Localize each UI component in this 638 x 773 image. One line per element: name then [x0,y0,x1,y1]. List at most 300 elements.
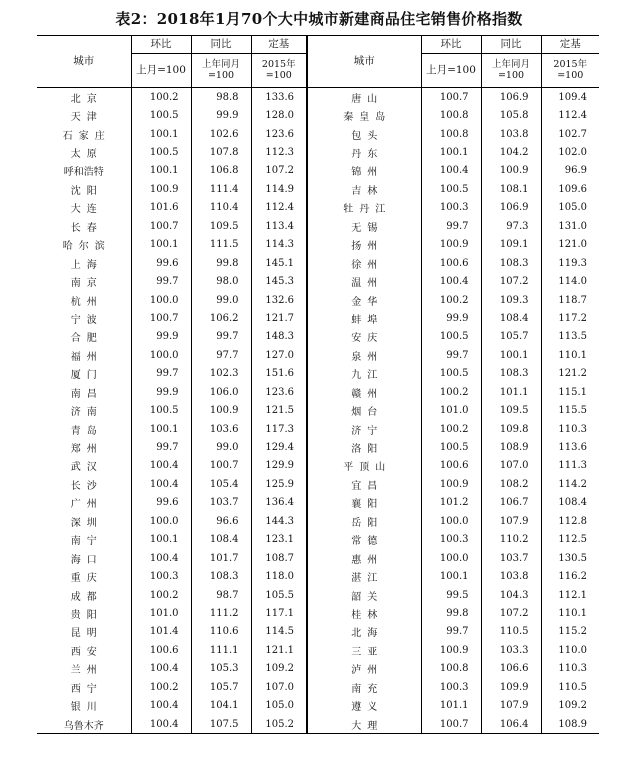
city-cell: 宜昌 [307,475,421,493]
mom-cell: 99.5 [421,586,481,604]
mom-header-left: 环比 [131,36,191,54]
table-row [37,272,599,290]
city-cell: 赣州 [307,383,421,401]
city-cell: 西安 [70,646,103,658]
mom-cell: 100.4 [131,715,191,734]
city-cell: 合肥 [70,333,103,345]
city-cell: 牡丹江 [307,199,421,217]
table-row [37,457,599,475]
base-cell: 117.1 [251,604,307,622]
city-cell: 唐山 [307,88,421,107]
mom-cell: 99.9 [131,383,191,401]
table-row [37,438,599,456]
city-cell: 襄阳 [307,494,421,512]
base-cell: 114.2 [541,475,599,493]
mom-cell: 100.4 [421,272,481,290]
mom-cell: 100.4 [131,549,191,567]
city-cell: 温州 [307,272,421,290]
mom-cell: 101.0 [131,604,191,622]
mom-cell: 100.1 [131,531,191,549]
city-cell: 吉林 [307,180,421,198]
yoy-cell: 104.2 [481,143,541,161]
base-cell: 96.9 [541,162,599,180]
yoy-cell: 108.3 [191,567,251,585]
city-cell: 重庆 [70,573,103,585]
city-cell: 安庆 [307,328,421,346]
mom-cell: 100.0 [421,549,481,567]
city-cell: 长春 [70,222,103,234]
yoy-header-right: 同比 [481,36,541,54]
yoy-cell: 111.4 [191,180,251,198]
mom-cell: 100.7 [421,715,481,734]
mom-cell: 100.1 [421,143,481,161]
mom-cell: 100.2 [421,383,481,401]
city-cell: 西宁 [70,683,103,695]
mom-cell: 99.6 [131,494,191,512]
mom-cell: 101.0 [421,401,481,419]
mom-cell: 100.5 [421,438,481,456]
table-row [37,494,599,512]
city-cell: 贵阳 [70,609,103,621]
price-index-table [37,35,599,734]
city-cell: 乌鲁木齐 [37,715,131,734]
base-cell: 129.4 [251,438,307,456]
base-cell: 115.2 [541,623,599,641]
mom-cell: 100.0 [131,512,191,530]
base-cell: 110.3 [541,660,599,678]
yoy-cell: 107.9 [481,696,541,714]
city-cell: 三亚 [307,641,421,659]
base-cell: 115.5 [541,401,599,419]
mom-cell: 99.7 [131,272,191,290]
base-header-right: 定基 [541,36,599,54]
table-row [37,162,599,180]
yoy-cell: 102.3 [191,365,251,383]
city-cell: 上海 [70,259,103,271]
base-cell: 133.6 [251,88,307,107]
table-row [37,531,599,549]
city-cell: 济宁 [307,420,421,438]
table-row [37,309,599,327]
yoy-cell: 101.7 [191,549,251,567]
yoy-cell: 105.7 [481,328,541,346]
city-cell: 泸州 [307,660,421,678]
yoy-cell: 104.3 [481,586,541,604]
base-cell: 151.6 [251,365,307,383]
base-cell: 114.0 [541,272,599,290]
yoy-cell: 100.9 [481,162,541,180]
yoy-cell: 99.8 [191,254,251,272]
yoy-cell: 98.0 [191,272,251,290]
city-cell: 平顶山 [307,457,421,475]
base-cell: 121.2 [541,365,599,383]
table-row [37,715,599,734]
mom-cell: 100.5 [421,180,481,198]
base-cell: 109.6 [541,180,599,198]
mom-cell: 100.2 [131,678,191,696]
base-cell: 110.3 [541,420,599,438]
mom-cell: 100.0 [131,291,191,309]
mom-cell: 101.1 [421,696,481,714]
mom-cell: 100.1 [131,125,191,143]
yoy-cell: 106.4 [481,715,541,734]
base-cell: 117.3 [251,420,307,438]
mom-cell: 100.2 [421,291,481,309]
base-cell: 105.2 [251,715,307,734]
table-header [37,36,599,88]
city-cell: 徐州 [307,254,421,272]
yoy-cell: 105.7 [191,678,251,696]
mom-cell: 100.1 [131,420,191,438]
table-row [37,512,599,530]
yoy-cell: 110.4 [191,199,251,217]
table-row [37,346,599,364]
yoy-header-left: 同比 [191,36,251,54]
yoy-cell: 108.3 [481,365,541,383]
yoy-cell: 106.9 [481,88,541,107]
base-cell: 114.3 [251,236,307,254]
table-row [37,401,599,419]
yoy-cell: 107.2 [481,272,541,290]
mom-cell: 100.5 [421,365,481,383]
mom-cell: 100.3 [421,531,481,549]
yoy-cell: 100.7 [191,457,251,475]
table-row [37,291,599,309]
yoy-cell: 99.7 [191,328,251,346]
mom-cell: 100.8 [421,106,481,124]
city-cell: 九江 [307,365,421,383]
mom-cell: 99.6 [131,254,191,272]
city-cell: 南昌 [70,388,103,400]
base-cell: 121.0 [541,236,599,254]
base-cell: 118.0 [251,567,307,585]
yoy-cell: 99.0 [191,438,251,456]
table-row [37,328,599,346]
mom-cell: 100.1 [421,567,481,585]
city-cell: 秦皇岛 [307,106,421,124]
base-cell: 105.5 [251,586,307,604]
base-cell: 112.1 [541,586,599,604]
yoy-cell: 107.5 [191,715,251,734]
yoy-cell: 106.8 [191,162,251,180]
base-cell: 102.7 [541,125,599,143]
table-body [37,88,599,734]
base-header-left: 定基 [251,36,307,54]
city-cell: 泉州 [307,346,421,364]
base-cell: 110.1 [541,604,599,622]
mom-cell: 100.7 [131,217,191,235]
mom-cell: 99.7 [131,438,191,456]
yoy-cell: 103.7 [191,494,251,512]
mom-cell: 100.1 [131,236,191,254]
yoy-cell: 106.6 [481,660,541,678]
mom-cell: 100.4 [131,660,191,678]
base-cell: 113.4 [251,217,307,235]
yoy-cell: 107.8 [191,143,251,161]
yoy-cell: 103.7 [481,549,541,567]
city-cell: 蚌埠 [307,309,421,327]
city-cell: 海口 [70,554,103,566]
yoy-cell: 109.5 [191,217,251,235]
city-cell: 南宁 [70,536,103,548]
table-row [37,660,599,678]
mom-cell: 100.2 [421,420,481,438]
yoy-cell: 107.9 [481,512,541,530]
city-cell: 北海 [307,623,421,641]
city-cell: 武汉 [70,462,103,474]
yoy-cell: 111.1 [191,641,251,659]
city-cell: 无锡 [307,217,421,235]
base-cell: 114.9 [251,180,307,198]
mom-cell: 100.7 [131,309,191,327]
table-row [37,641,599,659]
mom-cell: 100.9 [421,236,481,254]
base-cell: 105.0 [251,696,307,714]
mom-cell: 100.5 [131,106,191,124]
base-cell: 123.6 [251,125,307,143]
mom-cell: 99.9 [131,328,191,346]
base-cell: 112.5 [541,531,599,549]
city-cell: 惠州 [307,549,421,567]
base-cell: 148.3 [251,328,307,346]
city-cell: 杭州 [70,296,103,308]
base-cell: 144.3 [251,512,307,530]
yoy-cell: 104.1 [191,696,251,714]
city-cell: 长沙 [70,480,103,492]
city-cell: 常德 [307,531,421,549]
table-row [37,143,599,161]
city-header-left: 城市 [37,36,131,88]
base-cell: 145.1 [251,254,307,272]
base-subheader-left: 2015年=100 [251,54,307,88]
city-cell: 石家庄 [62,130,111,142]
yoy-cell: 100.1 [481,346,541,364]
base-cell: 127.0 [251,346,307,364]
city-cell: 金华 [307,291,421,309]
base-cell: 116.2 [541,567,599,585]
mom-cell: 99.9 [421,309,481,327]
city-cell: 丹东 [307,143,421,161]
yoy-cell: 110.6 [191,623,251,641]
mom-cell: 99.8 [421,604,481,622]
city-cell: 兰州 [70,665,103,677]
mom-cell: 100.3 [131,567,191,585]
city-cell: 福州 [70,351,103,363]
base-cell: 108.9 [541,715,599,734]
base-cell: 110.0 [541,641,599,659]
city-cell: 遵义 [307,696,421,714]
city-cell: 银川 [70,702,103,714]
base-subheader-right: 2015年=100 [541,54,599,88]
city-cell: 桂林 [307,604,421,622]
mom-cell: 100.4 [131,475,191,493]
base-cell: 145.3 [251,272,307,290]
yoy-cell: 106.7 [481,494,541,512]
city-cell: 青岛 [70,425,103,437]
yoy-cell: 96.6 [191,512,251,530]
city-cell: 包头 [307,125,421,143]
table-row [37,383,599,401]
city-cell: 宁波 [70,314,103,326]
city-cell: 洛阳 [307,438,421,456]
mom-cell: 100.0 [131,346,191,364]
yoy-cell: 106.9 [481,199,541,217]
table-row [37,604,599,622]
mom-cell: 100.9 [131,180,191,198]
base-cell: 117.2 [541,309,599,327]
base-cell: 113.6 [541,438,599,456]
mom-header-right: 环比 [421,36,481,54]
table-row [37,623,599,641]
mom-cell: 100.7 [421,88,481,107]
base-cell: 119.3 [541,254,599,272]
yoy-cell: 97.3 [481,217,541,235]
mom-cell: 100.6 [421,457,481,475]
base-cell: 111.3 [541,457,599,475]
base-cell: 108.7 [251,549,307,567]
base-cell: 105.0 [541,199,599,217]
yoy-cell: 99.0 [191,291,251,309]
yoy-cell: 108.2 [481,475,541,493]
base-cell: 131.0 [541,217,599,235]
yoy-cell: 108.4 [191,531,251,549]
base-cell: 113.5 [541,328,599,346]
city-cell: 深圳 [70,517,103,529]
table-row [37,236,599,254]
yoy-subheader-left: 上年同月=100 [191,54,251,88]
base-cell: 136.4 [251,494,307,512]
yoy-subheader-right: 上年同月=100 [481,54,541,88]
city-cell: 大理 [307,715,421,734]
base-cell: 109.4 [541,88,599,107]
city-cell: 郑州 [70,444,103,456]
mom-cell: 100.5 [421,328,481,346]
base-cell: 125.9 [251,475,307,493]
yoy-cell: 97.7 [191,346,251,364]
base-cell: 130.5 [541,549,599,567]
base-cell: 118.7 [541,291,599,309]
yoy-cell: 103.8 [481,567,541,585]
mom-cell: 100.6 [131,641,191,659]
mom-cell: 100.4 [131,457,191,475]
mom-cell: 100.0 [421,512,481,530]
yoy-cell: 98.7 [191,586,251,604]
mom-cell: 100.9 [421,641,481,659]
yoy-cell: 111.2 [191,604,251,622]
table-row [37,88,599,107]
table-row [37,365,599,383]
yoy-cell: 101.1 [481,383,541,401]
city-cell: 太原 [70,149,103,161]
mom-cell: 100.1 [131,162,191,180]
yoy-cell: 109.9 [481,678,541,696]
mom-subheader-left: 上月=100 [131,54,191,88]
base-cell: 109.2 [251,660,307,678]
table-row [37,567,599,585]
yoy-cell: 98.8 [191,88,251,107]
base-cell: 110.1 [541,346,599,364]
mom-cell: 101.2 [421,494,481,512]
city-cell: 湛江 [307,567,421,585]
city-cell: 岳阳 [307,512,421,530]
mom-cell: 101.4 [131,623,191,641]
city-cell: 沈阳 [70,185,103,197]
yoy-cell: 105.8 [481,106,541,124]
base-cell: 121.5 [251,401,307,419]
mom-subheader-right: 上月=100 [421,54,481,88]
table-row [37,678,599,696]
yoy-cell: 109.8 [481,420,541,438]
mom-cell: 99.7 [421,346,481,364]
yoy-cell: 106.0 [191,383,251,401]
yoy-cell: 109.5 [481,401,541,419]
mom-cell: 99.7 [421,623,481,641]
mom-cell: 99.7 [131,365,191,383]
table-row [37,180,599,198]
mom-cell: 100.5 [131,401,191,419]
mom-cell: 101.6 [131,199,191,217]
table-row [37,106,599,124]
city-cell: 厦门 [70,370,103,382]
mom-cell: 100.5 [131,143,191,161]
yoy-cell: 103.3 [481,641,541,659]
yoy-cell: 110.5 [481,623,541,641]
yoy-cell: 100.9 [191,401,251,419]
yoy-cell: 105.3 [191,660,251,678]
city-cell: 南京 [70,278,103,290]
base-cell: 107.2 [251,162,307,180]
city-cell: 呼和浩特 [63,167,104,179]
yoy-cell: 103.8 [481,125,541,143]
city-cell: 昆明 [70,628,103,640]
base-cell: 121.7 [251,309,307,327]
base-cell: 108.4 [541,494,599,512]
table-row [37,475,599,493]
city-cell: 济南 [70,407,103,419]
mom-cell: 100.8 [421,125,481,143]
base-cell: 132.6 [251,291,307,309]
mom-cell: 99.7 [421,217,481,235]
base-cell: 123.1 [251,531,307,549]
base-cell: 114.5 [251,623,307,641]
table-row [37,217,599,235]
city-cell: 成都 [70,591,103,603]
mom-cell: 100.2 [131,586,191,604]
base-cell: 128.0 [251,106,307,124]
city-cell: 北京 [70,93,103,105]
city-cell: 哈尔滨 [62,241,111,253]
base-cell: 110.5 [541,678,599,696]
base-cell: 112.4 [251,199,307,217]
city-cell: 天津 [70,112,103,124]
city-cell: 大连 [70,204,103,216]
base-cell: 123.6 [251,383,307,401]
table-row [37,696,599,714]
table-row [37,125,599,143]
yoy-cell: 109.1 [481,236,541,254]
mom-cell: 100.3 [421,678,481,696]
base-cell: 121.1 [251,641,307,659]
base-cell: 112.8 [541,512,599,530]
mom-cell: 100.3 [421,199,481,217]
mom-cell: 100.6 [421,254,481,272]
table-row [37,199,599,217]
yoy-cell: 105.4 [191,475,251,493]
base-cell: 129.9 [251,457,307,475]
city-cell: 韶关 [307,586,421,604]
table-row [37,586,599,604]
yoy-cell: 99.9 [191,106,251,124]
